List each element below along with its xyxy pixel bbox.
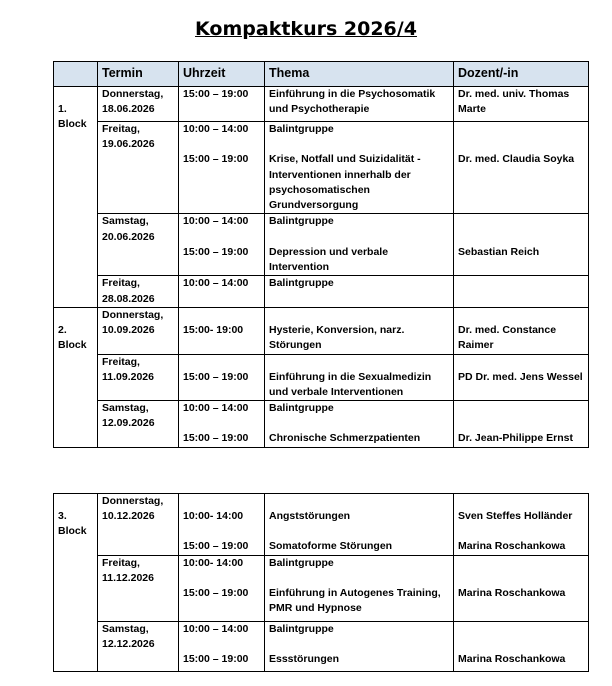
time-2: 15:00 – 19:00: [183, 586, 249, 599]
schedule-table-1: [53, 61, 589, 448]
table-row: [54, 122, 589, 214]
dozent-cell: [454, 276, 589, 308]
time-2: 15:00 – 19:00: [183, 245, 249, 258]
thema-cell: Balintgruppe: [265, 276, 454, 308]
lecturer-2: Marina Roschankowa: [458, 586, 566, 599]
time-1: 10:00 – 14:00: [183, 402, 249, 415]
termin-cell: Freitag, 11.12.2026: [98, 555, 179, 621]
thema-cell: [265, 555, 454, 621]
time-1: 10:00- 14:00: [183, 510, 244, 522]
uhrzeit-cell: 10:00 – 14:00: [179, 276, 265, 308]
lecturer-2: Marina Roschankowa: [458, 652, 566, 665]
uhrzeit-cell: 15:00- 19:00: [179, 307, 265, 354]
lecturer-2: Dr. med. Claudia Soyka: [458, 153, 575, 166]
time-2: 15:00 – 19:00: [183, 540, 249, 553]
document-title: Kompaktkurs 2026/4: [195, 18, 417, 40]
termin-cell: Samstag, 20.06.2026: [98, 214, 179, 276]
termin-cell: Donnerstag, 18.06.2026: [98, 87, 179, 122]
time-1: 10:00 – 14:00: [183, 215, 249, 228]
topic-2: Chronische Schmerzpatienten: [269, 432, 421, 445]
topic-2: Essstörungen: [269, 652, 340, 665]
uhrzeit-cell: [179, 214, 265, 276]
table-header-row: [54, 62, 589, 87]
time-1: 10:00 – 14:00: [183, 123, 249, 135]
header-termin: Termin: [98, 62, 179, 87]
time-1: 10:00 – 14:00: [183, 622, 249, 635]
lecturer-2: Sebastian Reich: [458, 245, 540, 258]
block-label: 1. Block: [54, 87, 98, 308]
header-blank: [54, 62, 98, 87]
lecturer-1: Sven Steffes Holländer: [458, 510, 573, 522]
thema-cell: [265, 122, 454, 214]
thema-cell: [265, 494, 454, 556]
topic-2: Somatoforme Störungen: [269, 540, 393, 553]
termin-cell: Freitag, 19.06.2026: [98, 122, 179, 214]
dozent-cell: Dr. med. Constance Raimer: [454, 307, 589, 354]
topic-2: Depression und verbale Intervention: [269, 245, 389, 274]
table-row: [54, 87, 589, 122]
topic-1: Balintgruppe: [269, 402, 334, 415]
table-row: [54, 276, 589, 308]
table-row: [54, 401, 589, 448]
table-row: [54, 354, 589, 401]
topic-1: Balintgruppe: [269, 123, 334, 135]
header-thema: Thema: [265, 62, 454, 87]
thema-cell: [265, 401, 454, 448]
uhrzeit-cell: 15:00 – 19:00: [179, 87, 265, 122]
termin-cell: Samstag, 12.12.2026: [98, 621, 179, 671]
table-row: [54, 494, 589, 556]
topic-1: Balintgruppe: [269, 215, 334, 228]
topic-1: Balintgruppe: [269, 622, 334, 635]
table-row: [54, 307, 589, 354]
header-dozent: Dozent/-in: [454, 62, 589, 87]
thema-cell: [265, 621, 454, 671]
lecturer-2: Dr. Jean-Philippe Ernst: [458, 432, 573, 445]
dozent-cell: [454, 621, 589, 671]
termin-cell: Samstag, 12.09.2026: [98, 401, 179, 448]
table-row: [54, 555, 589, 621]
thema-cell: Einführung in die Sexualmedizin und verbale Interventionen: [265, 354, 454, 401]
dozent-cell: Dr. med. univ. Thomas Marte: [454, 87, 589, 122]
dozent-cell: [454, 555, 589, 621]
thema-cell: Einführung in die Psychosomatik und Psychotherapie: [265, 87, 454, 122]
uhrzeit-cell: [179, 555, 265, 621]
termin-cell: Freitag, 11.09.2026: [98, 354, 179, 401]
topic-1: Angststörungen: [269, 510, 351, 522]
header-uhrzeit: Uhrzeit: [179, 62, 265, 87]
topic-1: Balintgruppe: [269, 556, 334, 569]
dozent-cell: PD Dr. med. Jens Wessel: [454, 354, 589, 401]
table-row: [54, 214, 589, 276]
uhrzeit-cell: [179, 494, 265, 556]
uhrzeit-cell: [179, 122, 265, 214]
termin-cell: Donnerstag, 10.12.2026: [98, 494, 179, 556]
lecturer-2: Marina Roschankowa: [458, 540, 566, 553]
block-label: 2. Block: [54, 307, 98, 447]
block-label: 3. Block: [54, 494, 98, 672]
uhrzeit-cell: [179, 401, 265, 448]
time-2: 15:00 – 19:00: [183, 652, 249, 665]
table-row: [54, 621, 589, 671]
time-2: 15:00 – 19:00: [183, 153, 249, 166]
schedule-table-2: [53, 493, 589, 672]
termin-cell: Freitag, 28.08.2026: [98, 276, 179, 308]
termin-cell: Donnerstag, 10.09.2026: [98, 307, 179, 354]
uhrzeit-cell: 15:00 – 19:00: [179, 354, 265, 401]
dozent-cell: [454, 494, 589, 556]
uhrzeit-cell: [179, 621, 265, 671]
thema-cell: [265, 214, 454, 276]
time-1: 10:00- 14:00: [183, 556, 244, 569]
dozent-cell: [454, 214, 589, 276]
time-2: 15:00 – 19:00: [183, 432, 249, 445]
topic-2: Einführung in Autogenes Training, PMR und Hypnose: [269, 586, 441, 615]
topic-2: Krise, Notfall und Suizidalität - Interventionen innerhalb der psychosomatischen Grundversorgung: [269, 153, 421, 212]
dozent-cell: [454, 401, 589, 448]
dozent-cell: [454, 122, 589, 214]
thema-cell: Hysterie, Konversion, narz. Störungen: [265, 307, 454, 354]
